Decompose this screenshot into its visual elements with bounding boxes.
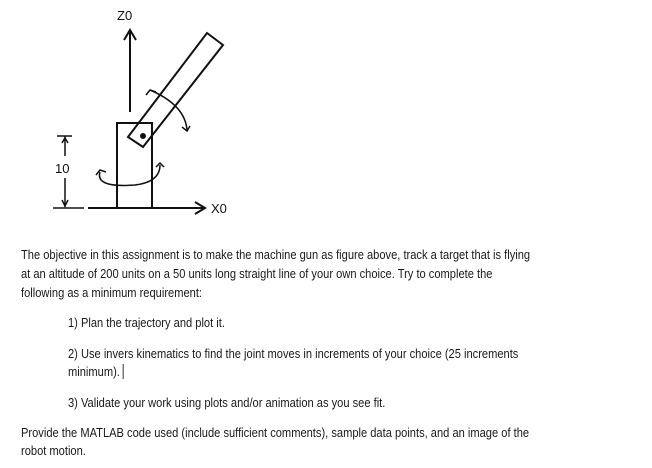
z0-axis-label: Z0 [117,8,133,23]
height-dimension-label: 10 [55,161,70,176]
z0-axis-arrow [124,30,136,112]
requirement-2-text: minimum). [68,364,120,379]
robot-base [117,123,152,208]
closing-line-2: robot motion. [21,443,86,458]
robot-diagram [0,0,260,230]
intro-line-3: following as a minimum requirement: [21,285,203,300]
arm-pivot [141,134,145,138]
base-rotation-arrow-icon [96,163,164,185]
text-cursor [122,364,123,379]
x0-axis-label: X0 [211,201,227,216]
requirement-2-line-2 [68,364,123,380]
closing-line-1: Provide the MATLAB code used (include sufficient comments), sample data points, and an image of the [21,425,530,440]
robot-arm [128,33,223,147]
x0-axis-arrow [88,202,205,214]
intro-line-1: The objective in this assignment is to make the machine gun as figure above, track a target that is flying [21,247,531,262]
requirement-1: 1) Plan the trajectory and plot it. [68,315,225,330]
requirement-2-line-1: 2) Use invers kinematics to find the joint moves in increments of your choice (25 increments [68,346,519,361]
intro-line-2: at an altitude of 200 units on a 50 units long straight line of your own choice. Try to complete the [21,266,493,281]
requirement-3: 3) Validate your work using plots and/or animation as you see fit. [68,395,386,410]
